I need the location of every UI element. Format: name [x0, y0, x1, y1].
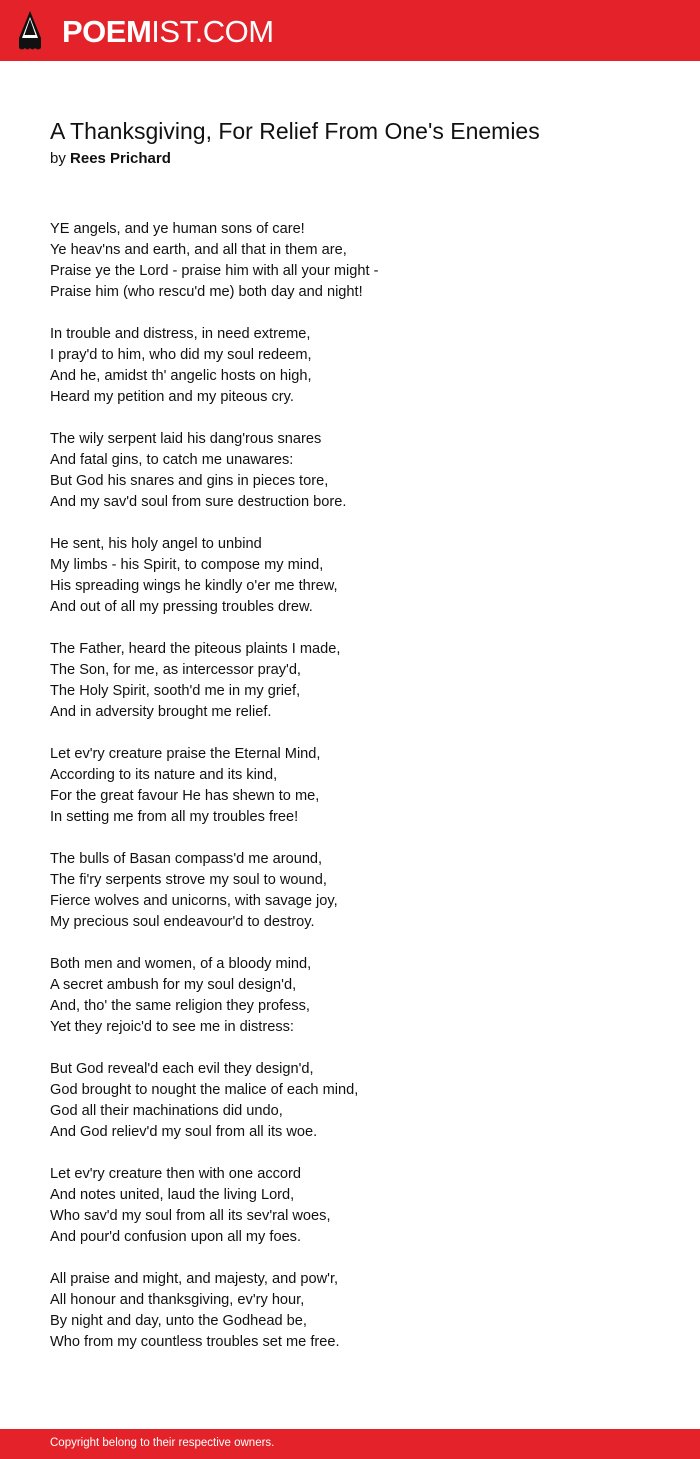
- site-footer: [0, 1429, 700, 1459]
- poem-line: And he, amidst th' angelic hosts on high,: [50, 368, 312, 384]
- stanza: [50, 639, 650, 723]
- poem-line: God all their machinations did undo,: [50, 1103, 283, 1119]
- poem-line: He sent, his holy angel to unbind: [50, 536, 262, 552]
- poem-line: But God reveal'd each evil they design'd,: [50, 1061, 314, 1077]
- by-label: by: [50, 150, 66, 167]
- site-header: [0, 0, 700, 61]
- site-name-bold: POEM: [62, 13, 152, 49]
- poem-line: Yet they rejoic'd to see me in distress:: [50, 1019, 294, 1035]
- poem-line: All honour and thanksgiving, ev'ry hour,: [50, 1292, 305, 1308]
- poem-title: A Thanksgiving, For Relief From One's Enemies: [50, 118, 540, 144]
- poem-line: The Son, for me, as intercessor pray'd,: [50, 662, 301, 678]
- stanza: [50, 1269, 650, 1353]
- stanza: [50, 744, 650, 828]
- poem-line: Praise him (who rescu'd me) both day and night!: [50, 284, 363, 300]
- poem-line: All praise and might, and majesty, and pow'r,: [50, 1271, 339, 1287]
- poem-line: Both men and women, of a bloody mind,: [50, 956, 312, 972]
- poem-line: The bulls of Basan compass'd me around,: [50, 851, 323, 867]
- poem-line: And pour'd confusion upon all my foes.: [50, 1229, 302, 1245]
- stanza: [50, 324, 650, 408]
- poem-line: Who from my countless troubles set me free.: [50, 1334, 340, 1350]
- site-name: [62, 13, 274, 49]
- poem-line: Let ev'ry creature then with one accord: [50, 1166, 302, 1182]
- poem-line: The fi'ry serpents strove my soul to wound,: [50, 872, 327, 888]
- pen-nib-icon: [18, 10, 42, 52]
- poem-line: In trouble and distress, in need extreme,: [50, 326, 311, 342]
- stanza: [50, 849, 650, 933]
- poem-line: God brought to nought the malice of each mind,: [50, 1082, 359, 1098]
- stanza: [50, 1164, 650, 1248]
- poem-line: And out of all my pressing troubles drew.: [50, 599, 313, 615]
- poem-line: And fatal gins, to catch me unawares:: [50, 452, 294, 468]
- author-name: Rees Prichard: [70, 150, 171, 167]
- poem-line: According to its nature and its kind,: [50, 767, 278, 783]
- poem-line: My limbs - his Spirit, to compose my mind,: [50, 557, 324, 573]
- stanza: [50, 429, 650, 513]
- poem-line: And notes united, laud the living Lord,: [50, 1187, 295, 1203]
- poem-line: I pray'd to him, who did my soul redeem,: [50, 347, 312, 363]
- poem-line: By night and day, unto the Godhead be,: [50, 1313, 307, 1329]
- poem-line: But God his snares and gins in pieces tore,: [50, 473, 329, 489]
- site-logo[interactable]: [18, 9, 274, 53]
- poem-line: The Father, heard the piteous plaints I made,: [50, 641, 341, 657]
- poem-line: A secret ambush for my soul design'd,: [50, 977, 297, 993]
- byline: [50, 149, 171, 169]
- stanza: [50, 534, 650, 618]
- stanza: [50, 1059, 650, 1143]
- poem-line: Fierce wolves and unicorns, with savage joy,: [50, 893, 338, 909]
- poem-line: And, tho' the same religion they profess,: [50, 998, 310, 1014]
- poem-line: And in adversity brought me relief.: [50, 704, 272, 720]
- poem-line: Let ev'ry creature praise the Eternal Mind,: [50, 746, 321, 762]
- poem-line: The Holy Spirit, sooth'd me in my grief,: [50, 683, 301, 699]
- poem-line: For the great favour He has shewn to me,: [50, 788, 320, 804]
- poem-line: His spreading wings he kindly o'er me threw,: [50, 578, 338, 594]
- poem-line: The wily serpent laid his dang'rous snares: [50, 431, 322, 447]
- poem-line: Who sav'd my soul from all its sev'ral woes,: [50, 1208, 331, 1224]
- poem-line: And God reliev'd my soul from all its woe.: [50, 1124, 318, 1140]
- poem-line: YE angels, and ye human sons of care!: [50, 221, 305, 237]
- stanza: [50, 954, 650, 1038]
- poem-line: Ye heav'ns and earth, and all that in them are,: [50, 242, 347, 258]
- poem-line: In setting me from all my troubles free!: [50, 809, 299, 825]
- copyright-text: Copyright belong to their respective owners.: [50, 1437, 275, 1449]
- poem-line: My precious soul endeavour'd to destroy.: [50, 914, 315, 930]
- poem-line: Praise ye the Lord - praise him with all your might -: [50, 263, 379, 279]
- poem-line: Heard my petition and my piteous cry.: [50, 389, 294, 405]
- poem-line: And my sav'd soul from sure destruction bore.: [50, 494, 347, 510]
- poem-body: [50, 219, 650, 1374]
- site-name-light: IST.COM: [151, 13, 274, 49]
- stanza: [50, 219, 650, 303]
